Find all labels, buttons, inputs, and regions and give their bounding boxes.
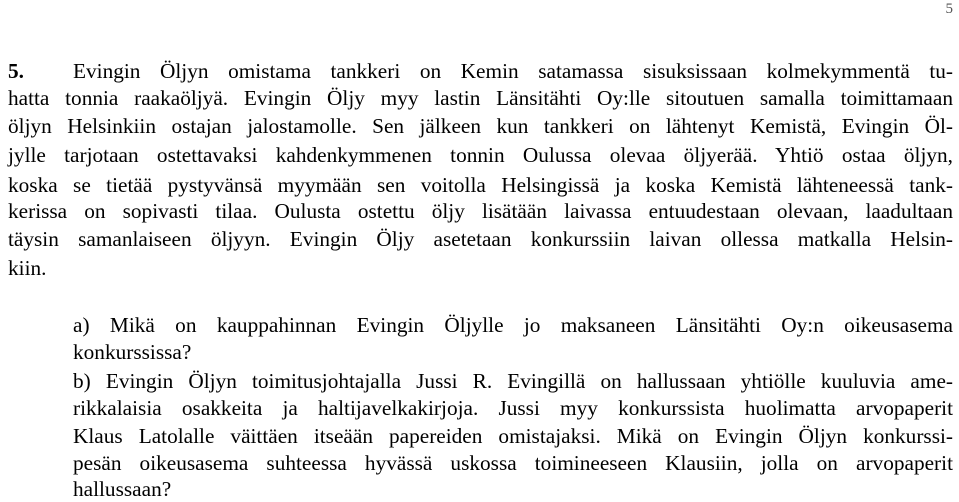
text-line: öljyn Helsinkiin ostajan jalostamolle. Sen jälkeen kun tankkeri on lähtenyt Kemistä, Evingin Öl-: [8, 114, 953, 138]
text-line: rikkalaisia osakkeita ja haltijavelkakirjoja. Jussi myy konkurssista huolimatta arvopaperit: [73, 396, 953, 420]
text-line: konkurssissa?: [73, 340, 192, 364]
text-line: jylle tarjotaan ostettavaksi kahdenkymmenen tonnin Oulussa olevaa öljyerää. Yhtiö ostaa öljyn,: [8, 143, 953, 167]
text-line: pesän oikeusasema suhteessa hyvässä uskossa toimineeseen Klausiin, jolla on arvopaperit: [73, 451, 953, 475]
text-line: Klaus Latolalle väittäen itseään papereiden omistajaksi. Mikä on Evingin Öljyn konkurssi-: [73, 424, 953, 448]
text-line: b) Evingin Öljyn toimitusjohtajalla Jussi R. Evingillä on hallussaan yhtiölle kuuluvia ame-: [73, 369, 953, 393]
text-line: kiin.: [8, 256, 47, 280]
page-number: 5: [945, 1, 953, 17]
text-line: hatta tonnia raakaöljyä. Evingin Öljy myy lastin Länsitähti Oy:lle sitoutuen samalla toimittamaan: [8, 86, 953, 110]
item-number: 5.: [8, 59, 24, 83]
text-line: täysin samanlaiseen öljyyn. Evingin Öljy asetetaan konkurssiin laivan ollessa matkalla Helsin-: [8, 227, 953, 251]
text-line: hallussaan?: [73, 477, 172, 501]
text-line: koska se tietää pystyvänsä myymään sen voitolla Helsingissä ja koska Kemistä lähteneessä tank-: [8, 173, 953, 197]
text-line: Evingin Öljyn omistama tankkeri on Kemin satamassa sisuksissaan kolmekymmentä tu-: [73, 59, 953, 83]
text-line: kerissa on sopivasti tilaa. Oulusta ostettu öljy lisätään laivassa entuudestaan olevaan, laadultaan: [8, 199, 953, 223]
text-line: a) Mikä on kauppahinnan Evingin Öljylle jo maksaneen Länsitähti Oy:n oikeusasema: [73, 313, 953, 337]
